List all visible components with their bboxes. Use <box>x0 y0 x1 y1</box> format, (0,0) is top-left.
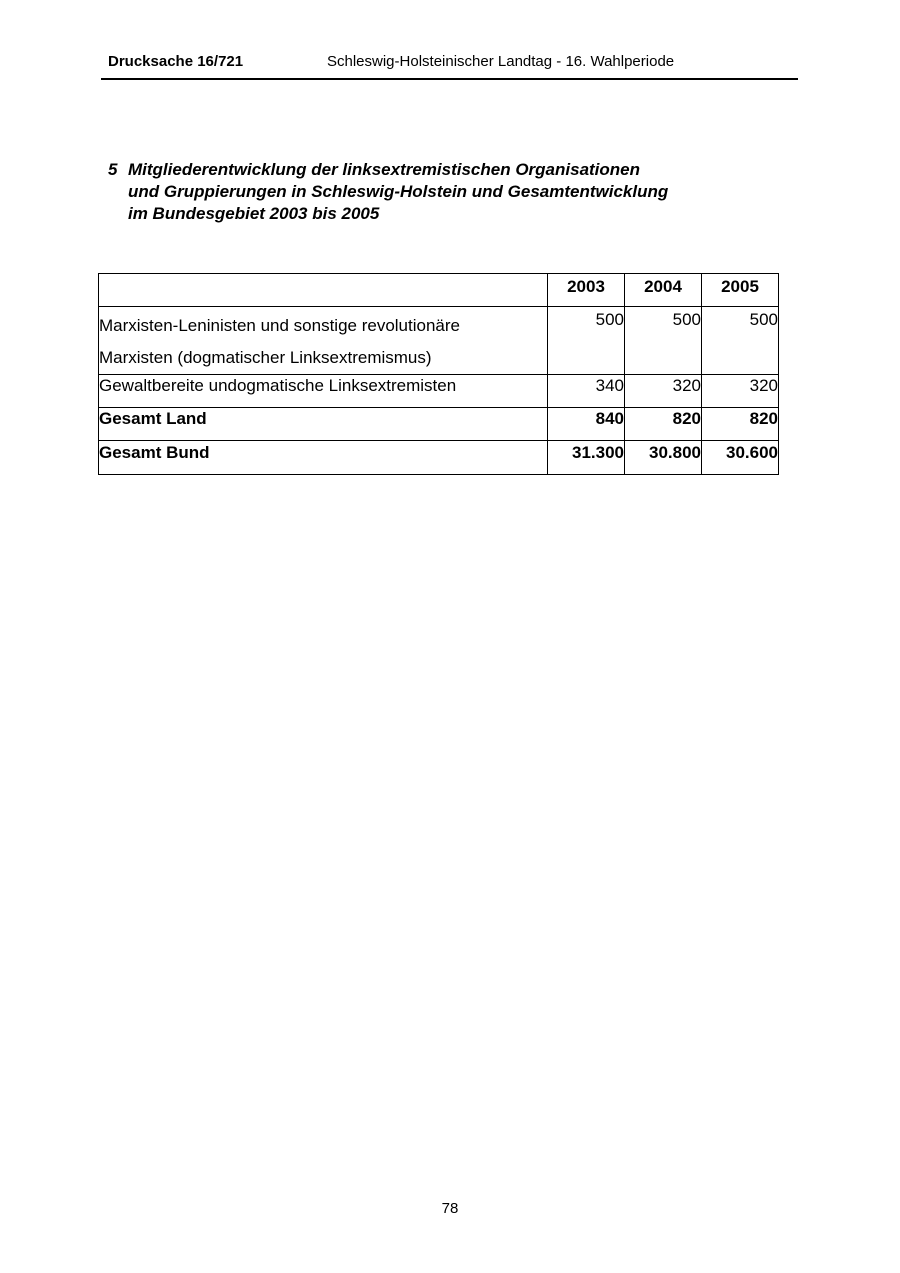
row-value: 320 <box>702 375 779 408</box>
section-title: Mitgliederentwicklung der linksextremistischen Organisationen und Gruppierungen in Schleswig-Holstein und Gesamtentwicklung im Bundesgebiet 2003 bis 2005 <box>128 160 669 223</box>
row-label-line-2: Marxisten (dogmatischer Linksextremismus) <box>99 348 432 367</box>
row-label: Gewaltbereite undogmatische Linksextremisten <box>99 375 548 408</box>
document-id: Drucksache 16/721 <box>108 53 244 70</box>
row-value: 500 <box>548 307 625 375</box>
row-value: 320 <box>625 375 702 408</box>
section-number: 5 <box>108 160 118 179</box>
table-row-total-land <box>99 408 779 441</box>
row-label: Gesamt Bund <box>99 441 548 475</box>
table-header-row <box>99 274 779 307</box>
membership-table <box>98 273 779 475</box>
page-header <box>101 52 798 80</box>
header-year-2005: 2005 <box>702 274 779 307</box>
row-label: Gesamt Land <box>99 408 548 441</box>
page-number: 78 <box>441 1200 459 1217</box>
row-value: 840 <box>548 408 625 441</box>
row-label <box>99 307 548 375</box>
row-value: 500 <box>625 307 702 375</box>
row-label-line-1: Marxisten-Leninisten und sonstige revolutionäre <box>99 316 460 335</box>
row-value: 500 <box>702 307 779 375</box>
section-heading <box>108 159 788 225</box>
row-value: 820 <box>702 408 779 441</box>
table-row-total-bund <box>99 441 779 475</box>
table-row <box>99 307 779 375</box>
table-row <box>99 375 779 408</box>
header-year-2004: 2004 <box>625 274 702 307</box>
assembly-title: Schleswig-Holsteinischer Landtag - 16. Wahlperiode <box>327 53 675 70</box>
header-year-2003: 2003 <box>548 274 625 307</box>
row-value: 30.600 <box>702 441 779 475</box>
row-value: 30.800 <box>625 441 702 475</box>
row-value: 31.300 <box>548 441 625 475</box>
header-label-cell <box>99 274 548 307</box>
row-value: 820 <box>625 408 702 441</box>
row-value: 340 <box>548 375 625 408</box>
